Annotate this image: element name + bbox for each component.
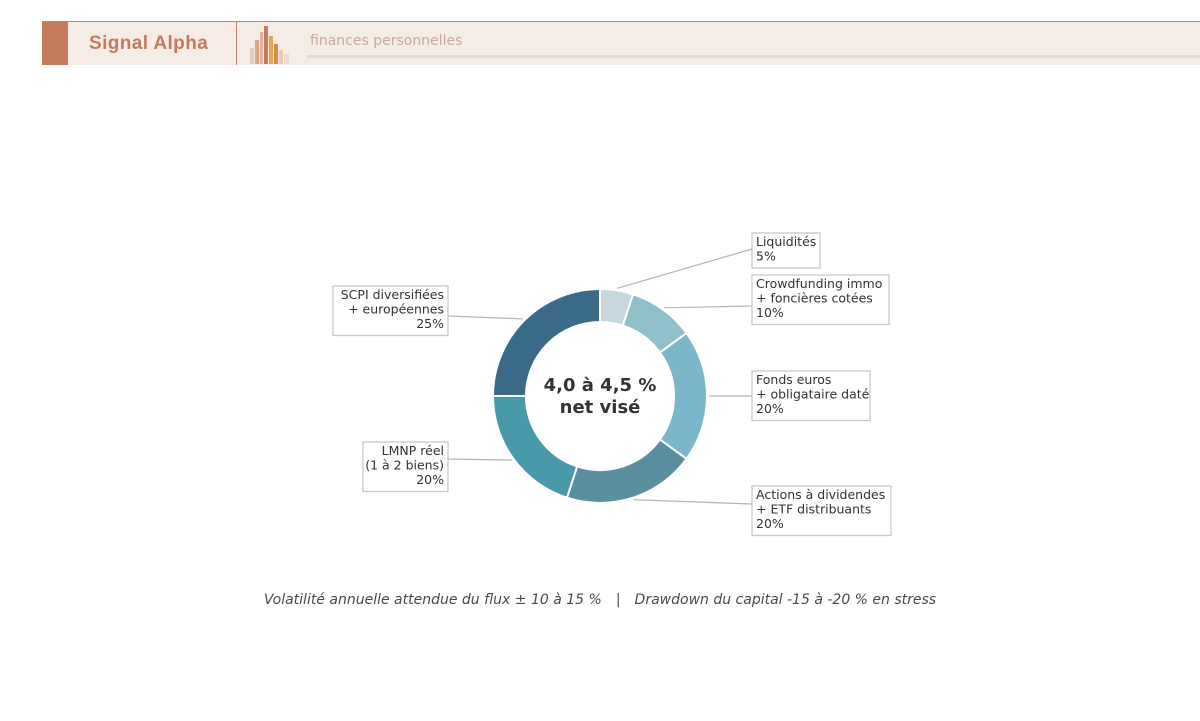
leader-line-1 bbox=[664, 306, 752, 308]
leader-line-3 bbox=[634, 500, 752, 504]
volatility-note: Volatilité annuelle attendue du flux ± 10 à 15 % bbox=[263, 592, 602, 608]
donut-center-label bbox=[544, 375, 657, 418]
slice-label-1-0: Crowdfunding immo bbox=[756, 276, 883, 291]
slice-label-2-0: Fonds euros bbox=[756, 372, 832, 387]
slice-value-label-5: 25% bbox=[416, 316, 444, 331]
slice-label-3-1: + ETF distribuants bbox=[756, 501, 872, 517]
center-label-line-0: 4,0 à 4,5 % bbox=[543, 375, 657, 396]
leader-line-0 bbox=[617, 249, 752, 288]
donut-slice-3 bbox=[567, 439, 687, 503]
slice-label-4-0: LMNP réel bbox=[381, 443, 444, 458]
slice-label-4-1: (1 à 2 biens) bbox=[365, 457, 444, 473]
footer-separator: | bbox=[615, 592, 621, 608]
slice-label-2-1: + obligataire daté bbox=[756, 386, 870, 402]
tagline: finances personnelles bbox=[310, 33, 463, 49]
slice-value-label-4: 20% bbox=[416, 472, 444, 487]
drawdown-note: Drawdown du capital -15 à -20 % en stress bbox=[634, 592, 937, 608]
slice-value-label-0: 5% bbox=[756, 248, 776, 264]
leader-line-5 bbox=[448, 316, 523, 319]
slice-value-label-3: 20% bbox=[756, 516, 784, 531]
donut-slices bbox=[493, 289, 707, 503]
slice-label-0-0: Liquidités bbox=[756, 234, 817, 249]
center-label-line-1: net visé bbox=[559, 397, 641, 418]
footer-note bbox=[0, 592, 1200, 608]
slice-label-1-1: + foncières cotées bbox=[756, 290, 873, 306]
slice-label-5-1: + européennes bbox=[348, 301, 444, 317]
slice-value-label-1: 10% bbox=[756, 305, 784, 320]
donut-slice-2 bbox=[660, 333, 707, 459]
slice-label-5-0: SCPI diversifiées bbox=[340, 287, 444, 302]
slice-label-3-0: Actions à dividendes bbox=[756, 487, 886, 502]
leader-line-4 bbox=[448, 459, 512, 460]
brand-name[interactable]: Signal Alpha bbox=[89, 33, 209, 54]
slice-value-label-2: 20% bbox=[756, 401, 784, 416]
